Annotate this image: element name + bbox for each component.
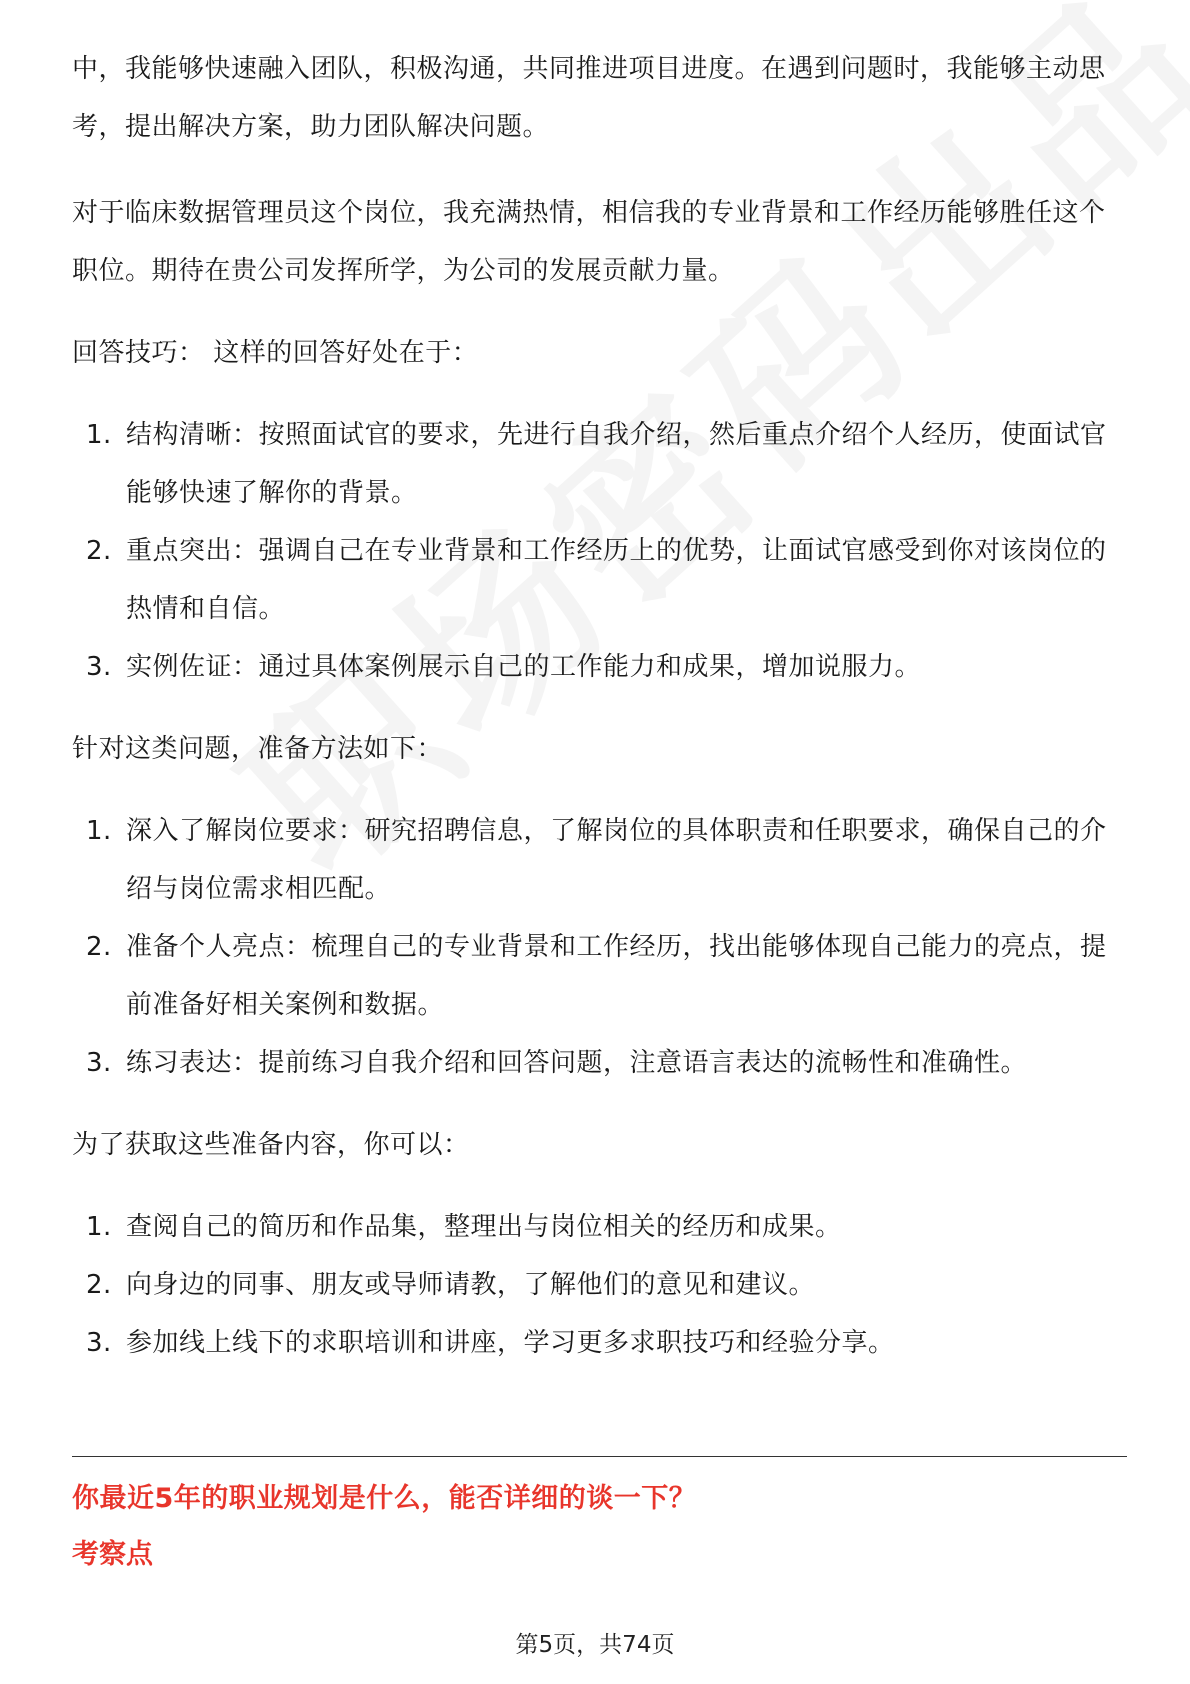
list-item: 2. 重点突出：强调自己在专业背景和工作经历上的优势，让面试官感受到你对该岗位的热情和自信。 (86, 536, 1107, 624)
list-item: 3. 实例佐证：通过具体案例展示自己的工作能力和成果，增加说服力。 (86, 652, 922, 682)
page-number: 第5页，共74页 (515, 1632, 675, 1658)
list-item: 1. 结构清晰：按照面试官的要求，先进行自我介绍，然后重点介绍个人经历，使面试官能够快速了解你的背景。 (86, 420, 1107, 508)
question-subheading: 考察点 (72, 1539, 153, 1570)
intro-paragraph-1: 中，我能够快速融入团队，积极沟通，共同推进项目进度。在遇到问题时，我能够主动思考，提出解决方案，助力团队解决问题。 (72, 54, 1106, 142)
list-item: 2. 准备个人亮点：梳理自己的专业背景和工作经历，找出能够体现自己能力的亮点，提前准备好相关案例和数据。 (86, 932, 1107, 1020)
sources-list (72, 1198, 1127, 1372)
tips-list (72, 406, 1127, 696)
sources-heading: 为了获取这些准备内容，你可以： (72, 1130, 470, 1160)
list-item: 2. 向身边的同事、朋友或导师请教，了解他们的意见和建议。 (86, 1270, 816, 1300)
section-divider (72, 1456, 1127, 1457)
document-body (72, 40, 1127, 1372)
list-item: 3. 参加线上线下的求职培训和讲座，学习更多求职技巧和经验分享。 (86, 1328, 895, 1358)
question-title: 你最近5年的职业规划是什么，能否详细的谈一下？ (72, 1483, 697, 1514)
list-item: 3. 练习表达：提前练习自我介绍和回答问题，注意语言表达的流畅性和准确性。 (86, 1048, 1028, 1078)
intro-paragraph-2: 对于临床数据管理员这个岗位，我充满热情，相信我的专业背景和工作经历能够胜任这个职位。期待在贵公司发挥所学，为公司的发展贡献力量。 (72, 198, 1106, 286)
prep-heading: 针对这类问题，准备方法如下： (72, 734, 444, 764)
tips-heading: 回答技巧： 这样的回答好处在于： (72, 338, 479, 368)
prep-list (72, 802, 1127, 1092)
list-item: 1. 深入了解岗位要求：研究招聘信息，了解岗位的具体职责和任职要求，确保自己的介绍与岗位需求相匹配。 (86, 816, 1107, 904)
list-item: 1. 查阅自己的简历和作品集，整理出与岗位相关的经历和成果。 (86, 1212, 842, 1242)
